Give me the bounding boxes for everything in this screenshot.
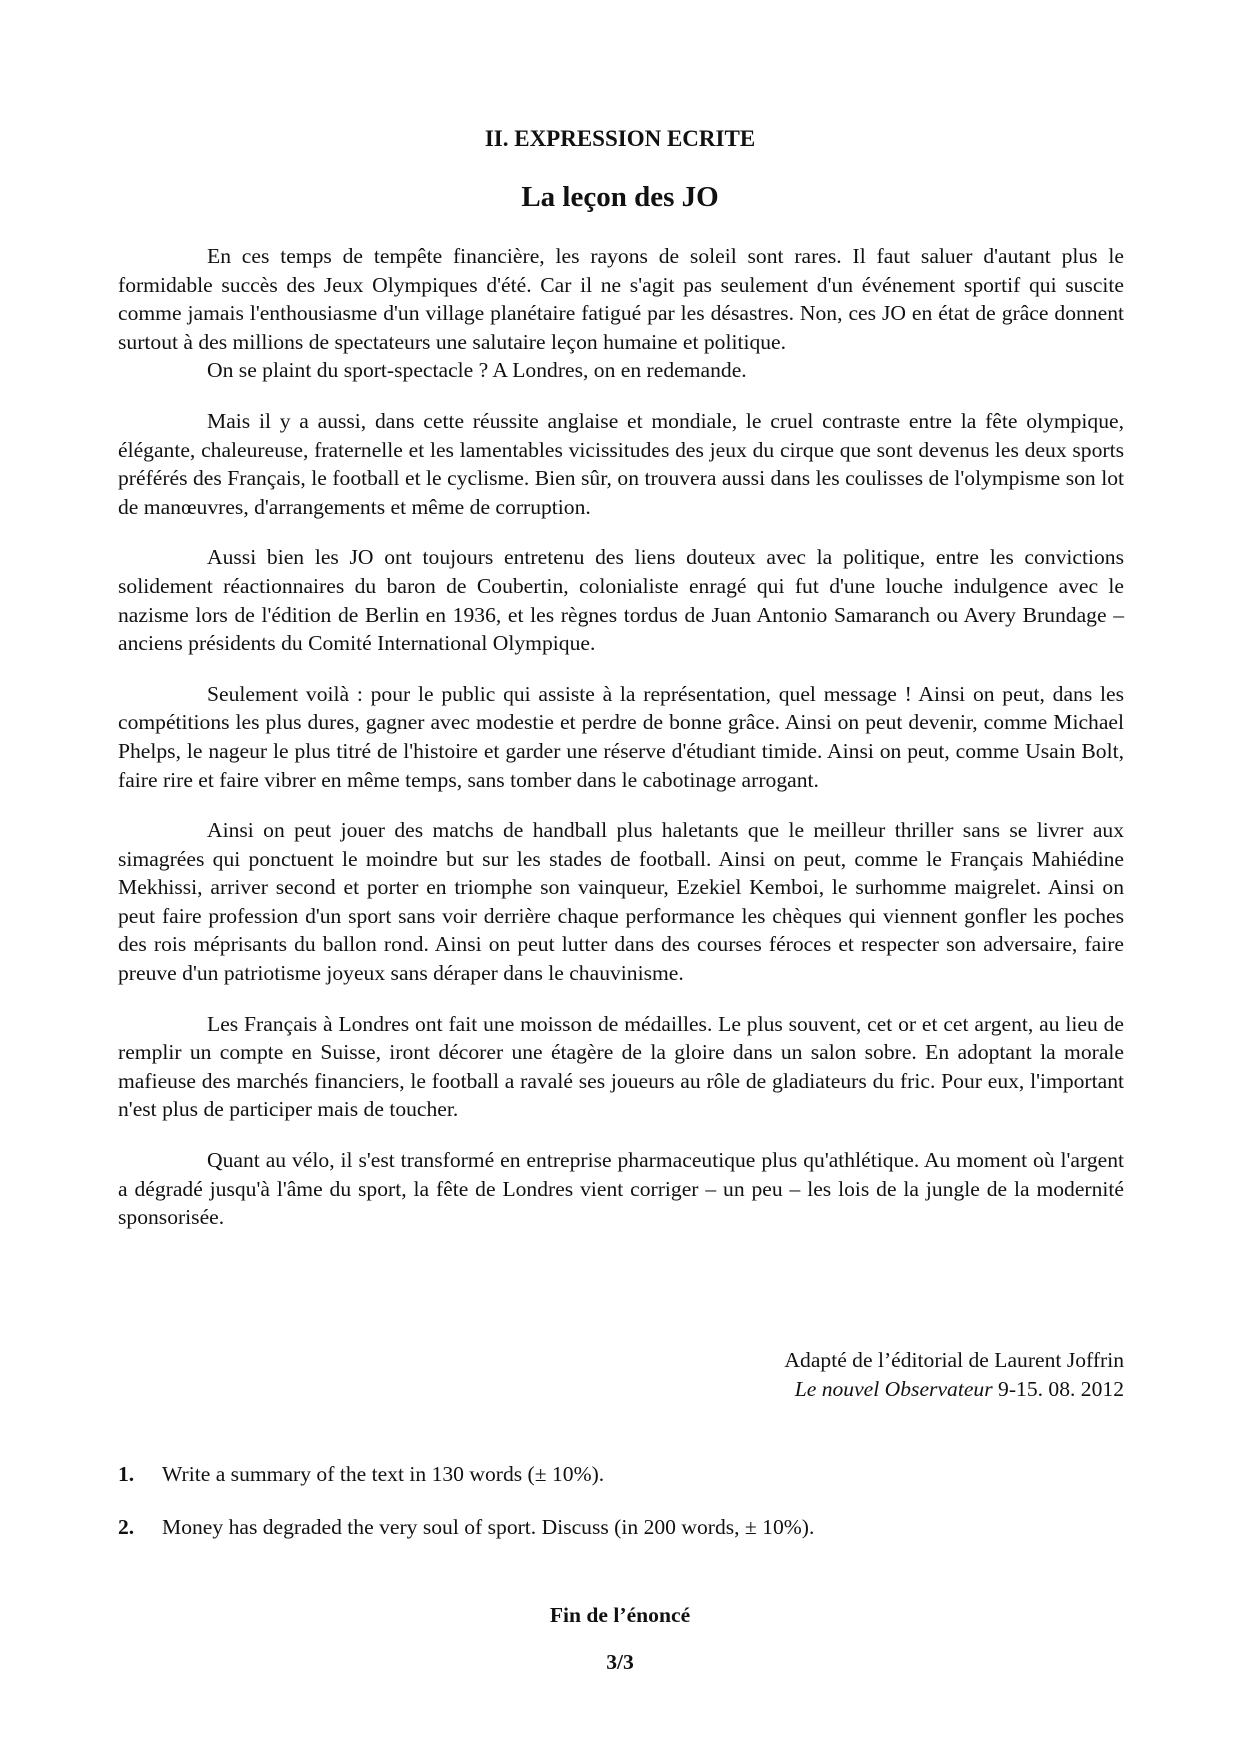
paragraph-2: On se plaint du sport-spectacle ? A Londres, on en redemande. <box>207 358 747 383</box>
paragraph-4: Aussi bien les JO ont toujours entretenu des liens douteux avec la politique, entre les convictions solidement réactionnaires du baron de Coubertin, colonialiste enragé qui fut d'une louche indulgence avec le nazisme lors de l'édition de Berlin en 1936, et les règnes tordus de Juan Antonio Samaranch ou Avery Brundage – anciens présidents du Comité International Olympique. <box>118 545 1124 656</box>
question-text: Money has degraded the very soul of sport. Discuss (in 200 words, ± 10%). <box>162 1515 815 1539</box>
paragraph-1: En ces temps de tempête financière, les rayons de soleil sont rares. Il faut saluer d'autant plus le formidable succès des Jeux Olympiques d'été. Car il ne s'agit pas seulement d'un événement sportif qui suscite comme jamais l'enthousiasme d'un village planétaire fatigué par les désastres. Non, ces JO en état de grâce donnent surtout à des millions de spectateurs une salutaire leçon humaine et politique. <box>118 244 1124 354</box>
paragraph-7: Les Français à Londres ont fait une moisson de médailles. Le plus souvent, cet or et cet argent, au lieu de remplir un compte en Suisse, iront décorer une étagère de la gloire dans un salon sobre. En adoptant la morale mafieuse des marchés financiers, le football a ravalé ses joueurs au rôle de gladiateurs du fric. Pour eux, l'important n'est plus de participer mais de toucher. <box>118 1011 1124 1122</box>
paragraph-8: Quant au vélo, il s'est transformé en entreprise pharmaceutique plus qu'athlétique. Au moment où l'argent a dégradé jusqu'à l'âme du sport, la fête de Londres vient corriger – un peu – les lois de la jungle de la modernité sponsorisée. <box>118 1148 1124 1230</box>
question-number: 1. <box>118 1462 135 1486</box>
question-number: 2. <box>118 1515 135 1539</box>
question-1 <box>118 1460 1124 1489</box>
question-2 <box>118 1513 1124 1542</box>
publication-date: 9-15. 08. 2012 <box>998 1377 1124 1401</box>
publication-name: Le nouvel Observateur <box>794 1377 993 1401</box>
source-line: Adapté de l’éditorial de Laurent Joffrin <box>784 1348 1124 1372</box>
article-title: La leçon des JO <box>521 181 719 213</box>
page-number: 3/3 <box>606 1650 634 1674</box>
paragraph-5: Seulement voilà : pour le public qui assiste à la représentation, quel message ! Ainsi on peut, dans les compétitions les plus dures, gagner avec modestie et perdre de bonne grâce. Ainsi on peut devenir, comme Michael Phelps, le nageur le plus titré de l'histoire et garder une réserve d'étudiant timide. Ainsi on peut, comme Usain Bolt, faire rire et faire vibrer en même temps, sans tomber dans le cabotinage arrogant. <box>118 681 1124 792</box>
section-title: II. EXPRESSION ECRITE <box>484 126 756 151</box>
source-attribution <box>118 1346 1124 1404</box>
source-publication-line <box>118 1375 1124 1404</box>
article-body <box>118 242 1124 1232</box>
paragraph-6: Ainsi on peut jouer des matchs de handball plus haletants que le meilleur thriller sans se livrer aux simagrées qui ponctuent le moindre but sur les stades de football. Ainsi on peut, comme le Français Mahiédine Mekhissi, arriver second et porter en triomphe son vainqueur, Ezekiel Kemboi, le surhomme maigrelet. Ainsi on peut faire profession d'un sport sans voir derrière chaque performance les chèques qui viennent gonfler les poches des rois méprisants du ballon rond. Ainsi on peut lutter dans des courses féroces et respecter son adversaire, faire preuve d'un patriotisme joyeux sans déraper dans le chauvinisme. <box>118 818 1124 986</box>
question-text: Write a summary of the text in 130 words (± 10%). <box>162 1462 605 1486</box>
end-note: Fin de l’énoncé <box>549 1603 691 1627</box>
paragraph-3: Mais il y a aussi, dans cette réussite anglaise et mondiale, le cruel contraste entre la fête olympique, élégante, chaleureuse, fraternelle et les lamentables vicissitudes des jeux du cirque que sont devenus les deux sports préférés des Français, le football et le cyclisme. Bien sûr, on trouvera aussi dans les coulisses de l'olympisme son lot de manœuvres, d'arrangements et même de corruption. <box>118 408 1124 519</box>
